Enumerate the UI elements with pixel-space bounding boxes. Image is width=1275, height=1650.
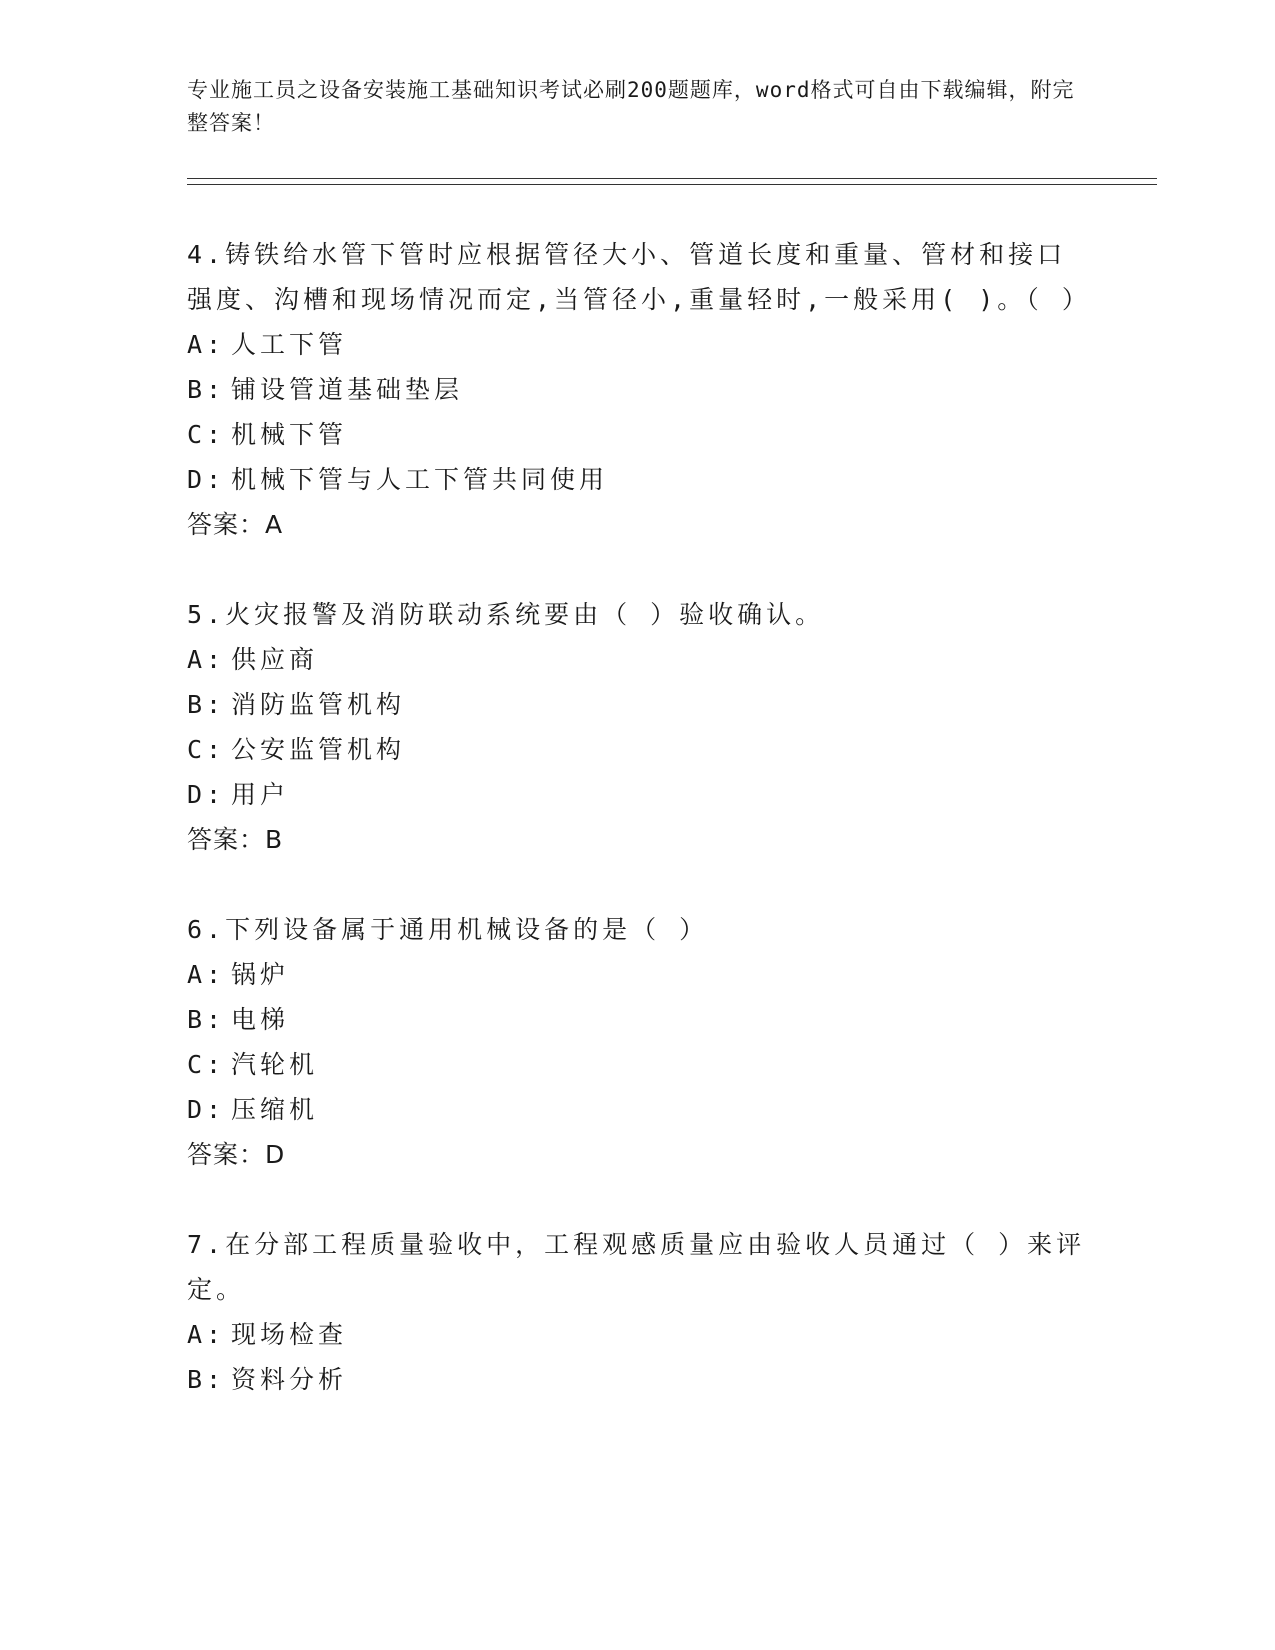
question-list [187, 232, 1091, 1446]
option-key: A: [187, 645, 226, 674]
option-key: B: [187, 690, 226, 719]
question-stem: 4.铸铁给水管下管时应根据管径大小、管道长度和重量、管材和接口强度、沟槽和现场情况而定,当管径小,重量轻时,一般采用( )。（ ） [187, 240, 1091, 314]
question-stem: 7.在分部工程质量验收中，工程观感质量应由验收人员通过（ ）来评定。 [187, 1230, 1086, 1304]
option-key: A: [187, 960, 226, 989]
option-key: C: [187, 420, 226, 449]
answer-value: D [265, 1140, 286, 1169]
option-text: 现场检查 [231, 1320, 348, 1349]
option-b [187, 997, 1087, 1042]
answer-label: 答案： [187, 825, 266, 854]
option-d [187, 1087, 1087, 1132]
option-text: 用户 [231, 780, 290, 809]
option-a [187, 637, 1087, 682]
option-key: C: [187, 1050, 226, 1079]
document-title: 专业施工员之设备安装施工基础知识考试必刷200题题库，word格式可自由下载编辑，附完整答案！ [187, 78, 1075, 135]
option-text: 供应商 [231, 645, 319, 674]
answer-line [187, 1132, 1087, 1178]
answer-value: A [265, 510, 284, 539]
option-text: 汽轮机 [231, 1050, 319, 1079]
option-key: A: [187, 1320, 226, 1349]
answer-line [187, 817, 1087, 863]
option-a [187, 322, 1087, 367]
option-c [187, 1042, 1087, 1087]
option-text: 机械下管与人工下管共同使用 [231, 465, 609, 494]
answer-value: B [265, 825, 284, 854]
option-text: 电梯 [231, 1005, 290, 1034]
option-text: 人工下管 [231, 330, 348, 359]
option-text: 锅炉 [231, 960, 290, 989]
option-d [187, 772, 1087, 817]
answer-line [187, 502, 1087, 548]
option-b [187, 682, 1087, 727]
option-d [187, 457, 1087, 502]
option-b [187, 367, 1087, 412]
option-text: 公安监管机构 [231, 735, 406, 764]
option-text: 消防监管机构 [231, 690, 406, 719]
option-key: D: [187, 1095, 226, 1124]
option-text: 压缩机 [231, 1095, 319, 1124]
option-c [187, 412, 1087, 457]
option-b [187, 1357, 1087, 1402]
answer-label: 答案： [187, 510, 266, 539]
question-7 [187, 1222, 1087, 1402]
question-stem: 6.下列设备属于通用机械设备的是（ ） [187, 915, 709, 944]
option-key: D: [187, 465, 226, 494]
option-key: A: [187, 330, 226, 359]
option-text: 资料分析 [231, 1365, 348, 1394]
option-text: 铺设管道基础垫层 [231, 375, 464, 404]
option-text: 机械下管 [231, 420, 348, 449]
question-stem: 5.火灾报警及消防联动系统要由（ ）验收确认。 [187, 600, 825, 629]
option-c [187, 727, 1087, 772]
header-double-rule [187, 178, 1157, 185]
option-key: B: [187, 1005, 226, 1034]
question-4 [187, 232, 1091, 548]
question-5 [187, 592, 1087, 863]
document-header [187, 74, 1087, 140]
option-key: B: [187, 375, 226, 404]
question-6 [187, 907, 1087, 1178]
option-a [187, 1312, 1087, 1357]
option-a [187, 952, 1087, 997]
answer-label: 答案： [187, 1140, 266, 1169]
option-key: C: [187, 735, 226, 764]
option-key: D: [187, 780, 226, 809]
option-key: B: [187, 1365, 226, 1394]
